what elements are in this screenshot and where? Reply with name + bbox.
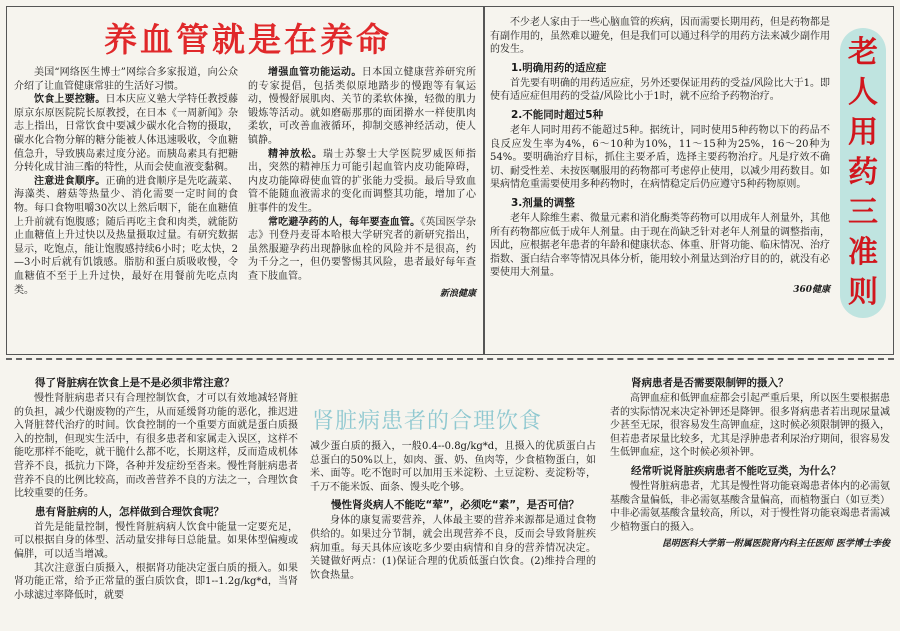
bottom-q1: 得了肾脏病在饮食上是不是必须非常注意？ xyxy=(35,377,235,389)
left-intro: 美国“网络医生博士”网综合多家报道，向公众介绍了让血管健康常驻的生活好习惯。 xyxy=(14,67,238,92)
right-heading-1: 1.明确用药的适应症 xyxy=(511,61,607,74)
left-article-title: 养血管就是在养命 xyxy=(104,20,392,59)
bottom-col3 xyxy=(610,372,890,549)
right-source: 360健康 xyxy=(793,284,830,295)
s1-body: 日本庆应义塾大学特任教授藤原京东原医院院长原教授，在日本《一周新闻》杂志上指出，日常饮食中要减少碳水化合物的摄取，碳水化合物分解的糖分能被人体迅速吸收，令血糖值急升，导致胰岛素过度分泌。而胰岛素具有把糖分转化成甘油三酯的特性，从而会使血液变黏稠。 xyxy=(14,94,239,174)
s2-heading: 注意进食顺序。 xyxy=(34,175,106,187)
s4-heading: 精神放松。 xyxy=(268,148,323,160)
side-title-char: 准 xyxy=(848,235,878,270)
left-section-5 xyxy=(248,216,476,284)
right-heading-2: 2.不能同时超过5种 xyxy=(511,108,604,121)
right-para-2: 老年人同时用药不能超过5种。据统计，同时使用5种药物以下的药品不良反应发生率为4%，6～10种为10%，11～15种为25%，16～20种为54%。要明确治疗目标，抓住主要矛盾，选择主要药物治疗。凡是疗效不确切、耐受性差、未按医嘱服用的药物都可考虑停止使用，以减少用药数目。如果病情危重需要使用多种药物时，在病情稳定后仍应遵守5种药物原则。 xyxy=(490,124,830,191)
bottom-a2b: 其次注意蛋白质摄入，根据肾功能决定蛋白质的摄入。如果肾功能正常，给予正常量的蛋白质饮食，即1--1.2g/kg*d，当肾小球滤过率降低时，就要 xyxy=(14,562,298,601)
bottom-a1: 慢性肾脏病患者只有合理控制饮食，才可以有效地减轻肾脏的负担，减少代谢废物的产生，从而延缓肾功能的恶化，推迟进入肾脏替代治疗的时间。饮食控制的一个重要方面就是蛋白质摄入的控制，但现实生活中，有很多患者和家属走入误区，这样不能吃那样不能吃，就干脆什么都不吃，长期这样，反而造成机体营养不良，抵抗力下降，各种并发症纷至沓来。慢性肾脏病患者营养不良的比例比较高，而改善营养不良的方法之一，合理饮食比较重要的任务。 xyxy=(14,393,298,500)
bottom-article-title: 肾脏病患者的合理饮食 xyxy=(312,409,543,434)
s3-heading: 增强血管功能运动。 xyxy=(268,67,362,78)
side-title-char: 三 xyxy=(848,195,878,230)
side-title-char: 则 xyxy=(848,275,878,310)
s4-body: 瑞士苏黎士大学医院罗威医师指出，突然的精神压力可能引起血管内皮功能障碍，内皮功能障碍使血管的扩张能力受损。最后导致血管不能随血液需求的变化而调整其功能，增加了心脏事件的发生。 xyxy=(248,148,476,214)
bottom-a5: 慢性肾脏病患者，尤其是慢性肾功能衰竭患者体内的必需氨基酸含量偏低，非必需氨基酸含量偏高，而植物蛋白（如豆类）中非必需氨基酸含量较高，所以，对于慢性肾功能衰竭患者需减少植物蛋白的摄入。 xyxy=(610,480,890,533)
side-title-char: 老 xyxy=(848,35,878,70)
side-title-char: 人 xyxy=(848,75,878,110)
left-section-3 xyxy=(248,66,476,148)
left-article-col1 xyxy=(14,66,238,297)
s5-body: 《英国医学杂志》刊登丹麦哥本哈根大学研究者的新研究指出，虽然服避孕药出现静脉血栓的风险并不是很高，约为千分之一，但仍要警惕其风险，患者最好每年查查下肢血管。 xyxy=(248,216,476,282)
bottom-q3: 慢性肾炎病人不能吃“荤”，必须吃“素”，是否可信？ xyxy=(331,499,580,512)
bottom-col1 xyxy=(14,372,298,602)
bottom-q5: 经常听说肾脏疾病患者不能吃豆类，为什么？ xyxy=(631,464,841,477)
right-heading-3: 3.剂量的调整 xyxy=(511,196,575,209)
bottom-a2c: 减少蛋白质的摄入，一般0.4--0.8g/kg*d，且摄入的优质蛋白占总蛋白的50%以上，如肉、蛋、奶、鱼肉等，少食植物蛋白，如米、面等。吃不饱时可以加用玉米淀粉、土豆淀粉、麦淀粉等，千万不能米饭、面条、馒头吃个够。 xyxy=(310,441,596,493)
bottom-q2: 患有肾脏病的人，怎样做到合理饮食呢？ xyxy=(35,505,224,518)
right-intro: 不少老人家由于一些心脑血管的疾病，因而需要长期用药，但是药物都是有副作用的，虽然难以避免，但是我们可以通过科学的用药方法来减少副作用的发生。 xyxy=(490,17,830,56)
left-section-1 xyxy=(14,93,238,175)
side-title-char: 用 xyxy=(848,115,878,150)
s5-heading: 常吃避孕药的人，每年要查血管。 xyxy=(268,216,421,228)
left-section-2 xyxy=(14,175,238,297)
s1-heading: 饮食上要控糖。 xyxy=(34,94,106,106)
s3-body: 日本国立健康营养研究所的专家提倡，包括类似原地踏步的慢跑等有氧运动，慢慢舒展肌肉、关节的柔软体操，轻微的肌力锻炼等活动。就如磨砺那那的面团擀水一样使肌肉柔软，可改善血液循环，抑制交感神经活动，使人镇静。 xyxy=(248,67,477,146)
right-para-3: 老年人除维生素、微量元素和消化酶类等药物可以用成年人剂量外，其他所有药物都应低于成年人剂量。由于现在尚缺乏针对老年人剂量的调整指南，因此，应根据老年患者的年龄和健康状态、体重、肝肾功能、临床情况、治疗指数、蛋白结合率等情况具体分析，能用较小剂量达到治疗目的的，就没有必要使用大剂量。 xyxy=(490,212,830,279)
right-para-1: 首先要有明确的用药适应症，另外还要保证用药的受益/风险比大于1。即使有适应症但用药的受益/风险比小于1时，就不应给予药物治疗。 xyxy=(490,77,830,103)
s2-body: 正确的进食顺序是先吃蔬菜、海藻类、蘑菇等热量少、消化需要一定时间的食物。每口食物咀嚼30次以上然后咽下，能在血糖值上升前就有饱腹感；随后再吃主食和肉类，就能防止血糖值上升过快以及热量摄取过量。有研究数据显示，吃饱点，能让饱腹感持续6小时；吃太快，2—3小时后就有饥饿感。脂肪和蛋白质吸收慢，令血糖值不至于上升过快，最好在用餐前先吃点肉类。 xyxy=(14,175,239,296)
bottom-col2 xyxy=(310,440,596,582)
bottom-a2: 首先是能量控制，慢性肾脏病病人饮食中能量一定要充足，可以根据自身的体型、活动量安排每日总能量。如果体型偏瘦或偏胖，可以适当增减。 xyxy=(14,521,298,560)
bottom-a4: 高钾血症和低钾血症都会引起严重后果，所以医生要根据患者的实际情况来决定补钾还是降钾。很多肾病患者若出现尿量减少甚至无尿，很容易发生高钾血症，这时候必须限制钾的摄入，但若患者尿量比较多，尤其是浮肿患者利尿治疗期间，很容易发生低钾血症，这个时候必须补钾。 xyxy=(610,393,890,459)
side-title-pill xyxy=(840,28,886,318)
left-source: 新浪健康 xyxy=(439,288,476,299)
right-article-body xyxy=(490,16,830,295)
bottom-a3: 身体的康复需要营养，人体最主要的营养来源都是通过食物供给的。如果过分节制，就会出现营养不良，反而会导致肾脏疾病加重。每天具体应该吃多少要由病情和自身的营养情况决定。关键做好两点：(1)保证合理的优质低蛋白饮食。(2)维持合理的饮食热量。 xyxy=(310,515,596,581)
bottom-q4: 肾病患者是否需要限制钾的摄入？ xyxy=(631,377,789,389)
side-title-char: 药 xyxy=(848,155,878,190)
left-section-4 xyxy=(248,148,476,216)
bottom-source: 昆明医科大学第一附属医院肾内科主任医师 医学博士李俊 xyxy=(661,539,890,550)
left-article-col2 xyxy=(248,66,476,299)
